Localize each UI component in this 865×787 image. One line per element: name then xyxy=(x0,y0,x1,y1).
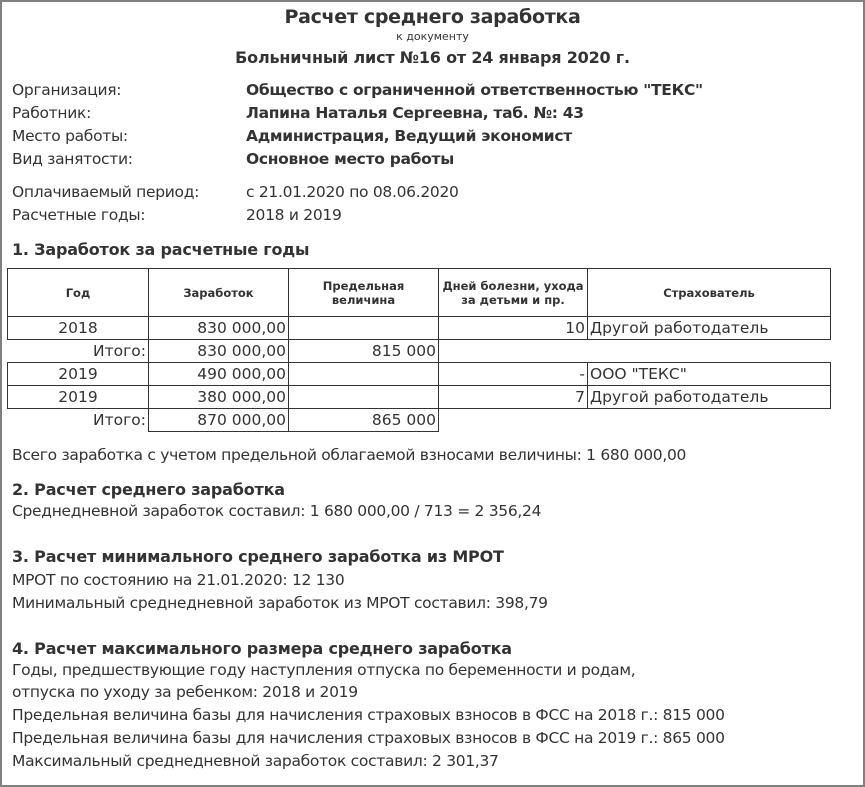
cell-year: 2018 xyxy=(8,317,149,340)
value: 2018 и 2019 xyxy=(246,206,342,224)
cell-days: 10 xyxy=(439,317,588,340)
cell-earnings: 380 000,00 xyxy=(149,386,289,409)
label: Расчетные годы: xyxy=(12,206,146,224)
cell-empty xyxy=(439,409,588,432)
cell-limit: 865 000 xyxy=(289,409,439,432)
cell-insurer: Другой работодатель xyxy=(588,317,831,340)
cell-earnings: 870 000,00 xyxy=(149,409,289,432)
table-total-row xyxy=(8,340,831,363)
section-1-heading: 1. Заработок за расчетные годы xyxy=(12,240,310,259)
cell-insurer: ООО "ТЕКС" xyxy=(588,363,831,386)
column-header-year: Год xyxy=(8,269,149,317)
cell-limit xyxy=(289,386,439,409)
label: Организация: xyxy=(12,81,122,99)
column-header-limit: Предельная величина xyxy=(289,269,439,317)
section-4-line: Предельная величина базы для начисления страховых взносов в ФСС на 2018 г.: 815 000 xyxy=(12,706,725,724)
cell-days: 7 xyxy=(439,386,588,409)
section-3-heading: 3. Расчет минимального среднего заработка из МРОТ xyxy=(12,547,504,566)
cell-total-label: Итого: xyxy=(93,342,146,360)
value: с 21.01.2020 по 08.06.2020 xyxy=(246,183,459,201)
document-reference: Больничный лист №16 от 24 января 2020 г. xyxy=(235,48,630,67)
section-4-line: Предельная величина базы для начисления страховых взносов в ФСС на 2019 г.: 865 000 xyxy=(12,729,725,747)
section-4-heading: 4. Расчет максимального размера среднего заработка xyxy=(12,639,512,658)
column-header-insurer: Страхователь xyxy=(588,269,831,317)
report-subtitle: к документу xyxy=(396,30,469,43)
cell-limit xyxy=(289,317,439,340)
cell-days: - xyxy=(439,363,588,386)
cell-earnings: 490 000,00 xyxy=(149,363,289,386)
table-row xyxy=(8,386,831,409)
min-average-line: Минимальный среднедневной заработок из МРОТ составил: 398,79 xyxy=(12,594,548,612)
cell-insurer: Другой работодатель xyxy=(588,386,831,409)
mrot-line: МРОТ по состоянию на 21.01.2020: 12 130 xyxy=(12,571,345,589)
table-total-row xyxy=(8,409,831,432)
label: Оплачиваемый период: xyxy=(12,183,200,201)
section-4-line: отпуска по уходу за ребенком: 2018 и 2019 xyxy=(12,683,358,701)
total-earnings-line: Всего заработка с учетом предельной облагаемой взносами величины: 1 680 000,00 xyxy=(12,446,687,464)
cell-empty xyxy=(439,340,588,363)
value: Основное место работы xyxy=(246,150,454,168)
cell-year: 2019 xyxy=(8,386,149,409)
label: Вид занятости: xyxy=(12,150,133,168)
section-2-heading: 2. Расчет среднего заработка xyxy=(12,480,285,499)
report-title: Расчет среднего заработка xyxy=(284,6,581,28)
cell-empty xyxy=(588,409,831,432)
column-header-earnings: Заработок xyxy=(149,269,289,317)
section-4-line: Годы, предшествующие году наступления отпуска по беременности и родам, xyxy=(12,661,636,679)
cell-total-label: Итого: xyxy=(93,411,146,430)
label: Работник: xyxy=(12,104,92,122)
cell-year: 2019 xyxy=(8,363,149,386)
value: Администрация, Ведущий экономист xyxy=(246,127,572,145)
table-row xyxy=(8,317,831,340)
table-header-row xyxy=(8,269,831,317)
cell-limit xyxy=(289,363,439,386)
earnings-table xyxy=(7,268,831,432)
label: Место работы: xyxy=(12,127,128,145)
value: Лапина Наталья Сергеевна, таб. №: 43 xyxy=(246,104,584,122)
cell-earnings: 830 000,00 xyxy=(149,340,289,363)
max-average-line: Максимальный среднедневной заработок составил: 2 301,37 xyxy=(12,752,499,770)
cell-empty xyxy=(588,340,831,363)
column-header-days: Дней болезни, ухода за детьми и пр. xyxy=(439,269,588,317)
cell-earnings: 830 000,00 xyxy=(149,317,289,340)
value: Общество с ограниченной ответственностью "ТЕКС" xyxy=(246,81,703,99)
table-row xyxy=(8,363,831,386)
average-daily-line: Среднедневной заработок составил: 1 680 000,00 / 713 = 2 356,24 xyxy=(12,502,542,520)
cell-limit: 815 000 xyxy=(289,340,439,363)
